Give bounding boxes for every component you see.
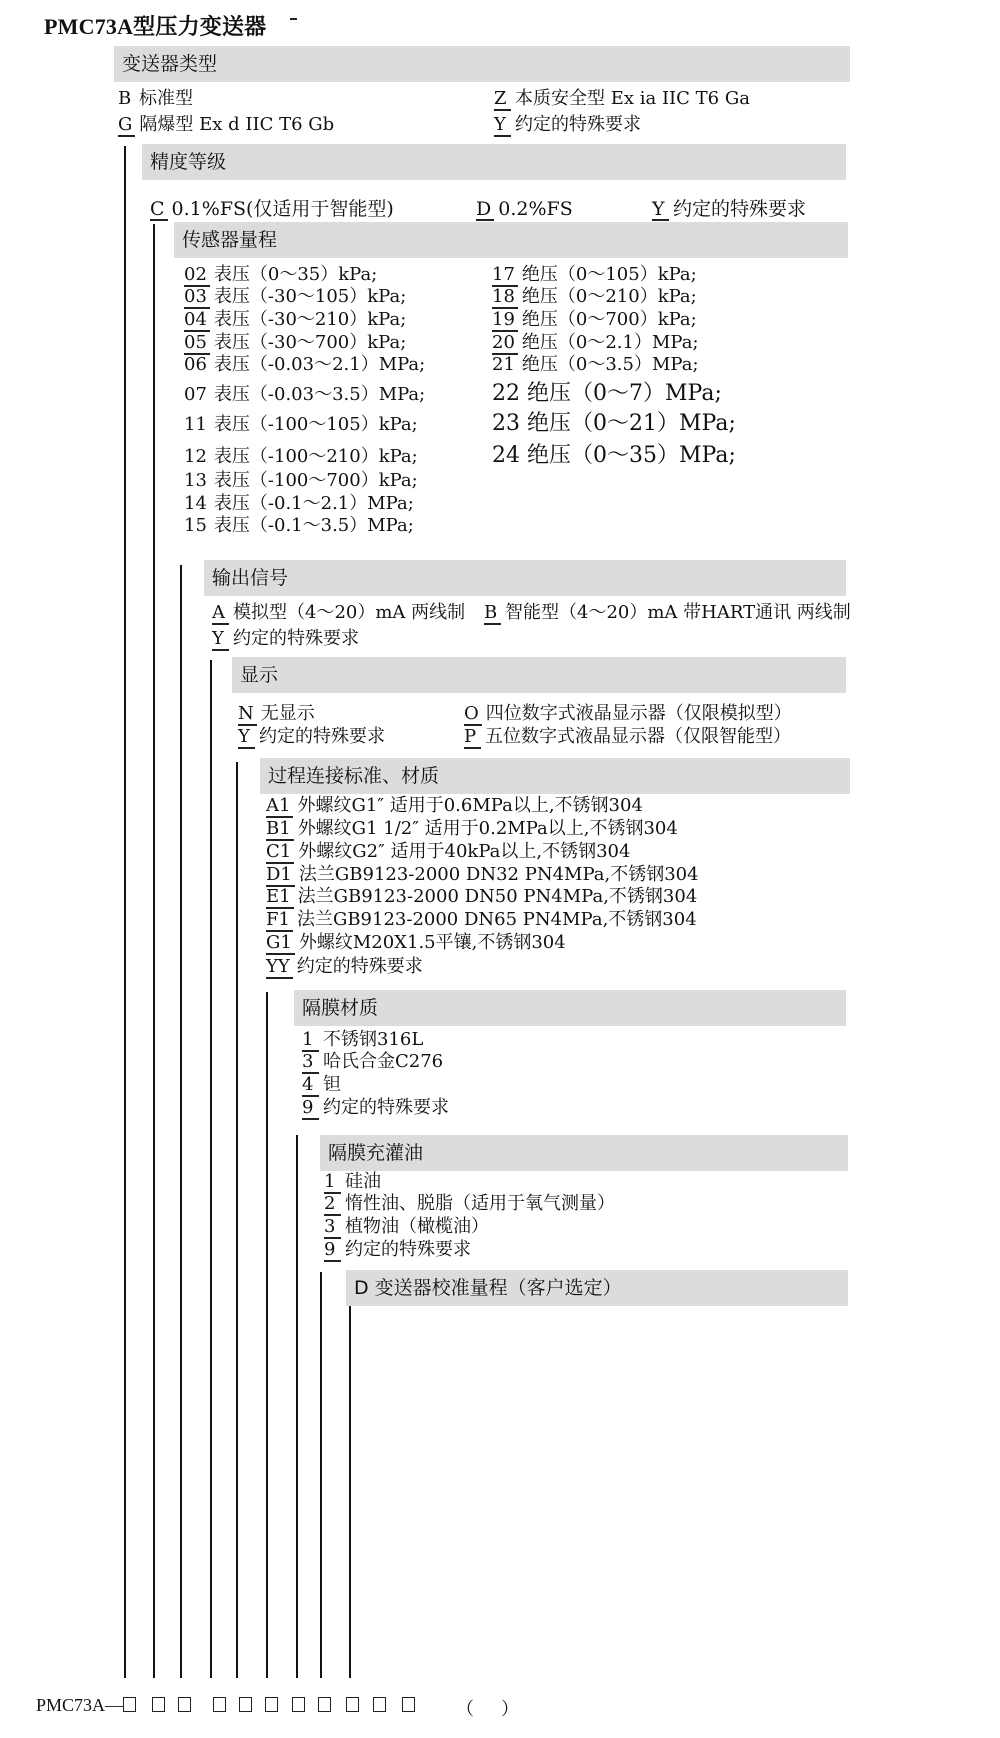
option-code: A1 [266, 796, 293, 818]
option-code: 21 [492, 354, 515, 375]
option-text: 本质安全型 Ex ia IIC T6 Ga [515, 88, 750, 109]
option-row [492, 286, 697, 309]
option-row [184, 309, 406, 332]
option-row [492, 381, 722, 407]
model-code-box [123, 1697, 136, 1712]
option-code: B [118, 88, 132, 109]
tree-line-calibration [349, 1302, 351, 1678]
option-code: Z [494, 89, 511, 111]
tree-line-range [180, 565, 182, 1678]
option-text: 表压（-0.1～2.1）MPa; [213, 493, 414, 514]
option-row [302, 1074, 341, 1097]
tree-line-display [236, 762, 238, 1678]
option-row [492, 411, 736, 437]
option-row [652, 196, 806, 222]
option-row [238, 726, 385, 749]
option-row [266, 818, 678, 841]
option-code: 22 [492, 381, 520, 406]
option-row [492, 443, 736, 469]
option-text: 不锈钢316L [323, 1029, 424, 1050]
option-code: N [238, 704, 257, 726]
option-code: C [150, 199, 168, 221]
section-header-diaphragm [294, 990, 846, 1026]
document-title: PMC73A型压力变送器 [44, 14, 267, 39]
option-text: 绝压（0～21）MPa; [527, 411, 736, 436]
option-code: 04 [184, 310, 210, 332]
option-code: 1 [302, 1030, 319, 1052]
option-row [324, 1193, 615, 1216]
tree-line-type [124, 146, 126, 1678]
option-text: 外螺纹G1 1/2″ 适用于0.2MPa以上,不锈钢304 [297, 818, 678, 839]
option-code: O [464, 704, 482, 726]
option-row [302, 1029, 423, 1052]
option-text: 惰性油、脱脂（适用于氧气测量） [345, 1193, 615, 1214]
option-text: 约定的特殊要求 [345, 1239, 471, 1260]
option-text: 外螺纹G2″ 适用于40kPa以上,不锈钢304 [298, 841, 631, 862]
option-code: F1 [266, 910, 293, 932]
option-text: 约定的特殊要求 [233, 628, 359, 649]
option-code: Y [494, 115, 511, 137]
model-code-box [213, 1697, 226, 1712]
section-title: 隔膜材质 [302, 997, 379, 1019]
option-row [118, 114, 334, 137]
option-text: 模拟型（4～20）mA 两线制 [233, 602, 466, 623]
option-text: 绝压（0～2.1）MPa; [521, 332, 699, 353]
option-row [184, 286, 406, 309]
option-text: 法兰GB9123-2000 DN32 PN4MPa,不锈钢304 [298, 864, 699, 885]
option-code: 11 [184, 414, 207, 435]
section-header-accuracy [142, 144, 846, 180]
option-code: 24 [492, 443, 520, 468]
option-row [184, 414, 418, 436]
section-header-display [232, 657, 846, 693]
model-code-box [265, 1697, 278, 1712]
section-header-range [174, 222, 848, 258]
option-text: 钽 [323, 1074, 341, 1095]
option-row [484, 602, 851, 625]
option-row [184, 332, 406, 355]
option-row [266, 909, 697, 932]
section-title: 传感器量程 [182, 229, 278, 251]
option-code: 4 [302, 1075, 319, 1097]
model-code-box [178, 1697, 191, 1712]
option-code: 3 [324, 1217, 341, 1239]
model-code-box [402, 1697, 415, 1712]
option-text: 标准型 [139, 88, 193, 109]
option-code: 3 [302, 1052, 319, 1074]
option-code: Y [238, 727, 255, 749]
option-code: 18 [492, 287, 518, 309]
option-code: G1 [266, 933, 295, 955]
option-row [266, 886, 697, 909]
option-text: 约定的特殊要求 [673, 198, 807, 220]
model-code-box [318, 1697, 331, 1712]
model-code-box [346, 1697, 359, 1712]
option-code: Y [652, 199, 669, 221]
option-code: E1 [266, 887, 294, 909]
option-code: 05 [184, 333, 210, 355]
option-row [184, 354, 425, 376]
model-code-prefix: PMC73A— [36, 1695, 124, 1715]
option-code: 02 [184, 265, 210, 287]
option-text: 绝压（0～3.5）MPa; [521, 354, 699, 375]
option-text: 约定的特殊要求 [323, 1097, 449, 1118]
option-code: B1 [266, 819, 294, 841]
option-code: 14 [184, 493, 207, 514]
option-text: 法兰GB9123-2000 DN50 PN4MPa,不锈钢304 [297, 886, 698, 907]
option-text: 哈氏合金C276 [323, 1051, 444, 1072]
section-header-calibration [346, 1270, 848, 1306]
option-text: 表压（-100～105）kPa; [213, 414, 418, 435]
option-text: 隔爆型 Ex d IIC T6 Gb [139, 114, 335, 135]
option-row [302, 1051, 443, 1074]
tree-line-accuracy [153, 224, 155, 1678]
option-text: 表压（0～35）kPa; [213, 264, 378, 285]
option-code: YY [266, 957, 293, 979]
option-row [302, 1097, 449, 1120]
option-code: D1 [266, 865, 295, 887]
option-row [324, 1171, 381, 1194]
option-row [266, 864, 699, 887]
option-text: 表压（-30～700）kPa; [213, 332, 407, 353]
option-row [184, 470, 418, 492]
option-row [266, 795, 643, 818]
option-row [184, 446, 418, 468]
option-text: 法兰GB9123-2000 DN65 PN4MPa,不锈钢304 [296, 909, 697, 930]
option-text: 约定的特殊要求 [515, 114, 641, 135]
option-row [494, 88, 750, 111]
option-row [464, 703, 792, 726]
option-row [184, 264, 377, 287]
option-code: 15 [184, 515, 207, 536]
option-text: 四位数字式液晶显示器（仅限模拟型） [485, 703, 792, 724]
option-row [184, 515, 414, 537]
option-text: 绝压（0～35）MPa; [527, 443, 736, 468]
option-code: 19 [492, 310, 518, 332]
option-code: G [118, 115, 135, 137]
option-text: 表压（-0.03～3.5）MPa; [213, 384, 426, 405]
option-row [266, 956, 423, 979]
option-row [266, 841, 630, 864]
title-underscore [290, 18, 297, 20]
option-code: 13 [184, 470, 207, 491]
option-text: 绝压（0～210）kPa; [521, 286, 697, 307]
option-code: 9 [302, 1098, 319, 1120]
option-text: 外螺纹G1″ 适用于0.6MPa以上,不锈钢304 [297, 795, 643, 816]
option-text: 表压（-0.1～3.5）MPa; [213, 515, 414, 536]
option-code: C1 [266, 842, 294, 864]
option-code: 07 [184, 384, 207, 405]
section-title: 精度等级 [150, 151, 227, 173]
tree-line-fill [320, 1272, 322, 1678]
option-row [184, 493, 414, 515]
option-code: B [484, 603, 501, 625]
option-code: 23 [492, 411, 520, 436]
option-code: 1 [324, 1172, 341, 1194]
option-row [492, 309, 697, 332]
tree-line-diaphragm [296, 1135, 298, 1678]
option-text: 表压（-100～700）kPa; [213, 470, 418, 491]
section-header-connection [260, 758, 850, 794]
option-code: 20 [492, 333, 518, 355]
option-text: 绝压（0～7）MPa; [527, 381, 722, 406]
option-code: 03 [184, 287, 210, 309]
option-code: Y [212, 629, 229, 651]
option-code: 12 [184, 446, 207, 467]
option-row [212, 602, 465, 625]
model-code-box [292, 1697, 305, 1712]
option-row [494, 114, 641, 137]
model-code-box [152, 1697, 165, 1712]
option-text: 表压（-100～210）kPa; [213, 446, 418, 467]
option-row [464, 726, 791, 749]
section-header-type [114, 46, 850, 82]
option-code: 2 [324, 1194, 341, 1216]
option-text: 约定的特殊要求 [259, 726, 385, 747]
option-text: 0.2%FS [498, 198, 573, 220]
option-code: 06 [184, 354, 207, 375]
option-text: 硅油 [345, 1171, 381, 1192]
option-row [324, 1239, 471, 1262]
option-row [212, 628, 359, 651]
option-row [238, 703, 315, 726]
option-row [118, 88, 193, 110]
model-code-range-paren: （ ） [456, 1699, 519, 1719]
section-title: 显示 [240, 664, 279, 686]
model-code-box [373, 1697, 386, 1712]
section-title: D 变送器校准量程（客户选定） [354, 1277, 622, 1299]
section-title: 输出信号 [212, 567, 289, 589]
option-text: 智能型（4～20）mA 带HART通讯 两线制 [505, 602, 851, 623]
option-code: D [476, 199, 494, 221]
option-row [476, 196, 573, 222]
option-text: 无显示 [260, 703, 315, 724]
option-row [266, 932, 566, 955]
option-text: 约定的特殊要求 [296, 956, 423, 977]
option-row [150, 196, 394, 222]
option-row [492, 332, 699, 355]
model-code-box [239, 1697, 252, 1712]
option-text: 表压（-30～210）kPa; [213, 309, 407, 330]
option-text: 绝压（0～105）kPa; [521, 264, 697, 285]
section-title: 变送器类型 [122, 53, 218, 75]
section-title: 隔膜充灌油 [328, 1142, 424, 1164]
option-text: 外螺纹M20X1.5平镶,不锈钢304 [298, 932, 566, 953]
tree-line-output [210, 660, 212, 1678]
option-row [184, 384, 425, 406]
option-code: A [212, 603, 229, 625]
section-header-fill-oil [320, 1135, 848, 1171]
option-text: 0.1%FS(仅适用于智能型) [171, 198, 394, 220]
option-text: 植物油（橄榄油） [345, 1216, 489, 1237]
tree-line-connection [266, 992, 268, 1678]
option-text: 五位数字式液晶显示器（仅限智能型） [485, 726, 791, 747]
section-header-output [204, 560, 846, 596]
section-title: 过程连接标准、材质 [268, 765, 440, 787]
option-row [492, 264, 697, 287]
option-row [492, 354, 699, 376]
option-code: 17 [492, 265, 518, 287]
option-text: 绝压（0～700）kPa; [521, 309, 697, 330]
option-text: 表压（-30～105）kPa; [213, 286, 407, 307]
option-row [324, 1216, 489, 1239]
option-code: 9 [324, 1240, 341, 1262]
option-code: P [464, 727, 481, 749]
option-text: 表压（-0.03～2.1）MPa; [213, 354, 426, 375]
